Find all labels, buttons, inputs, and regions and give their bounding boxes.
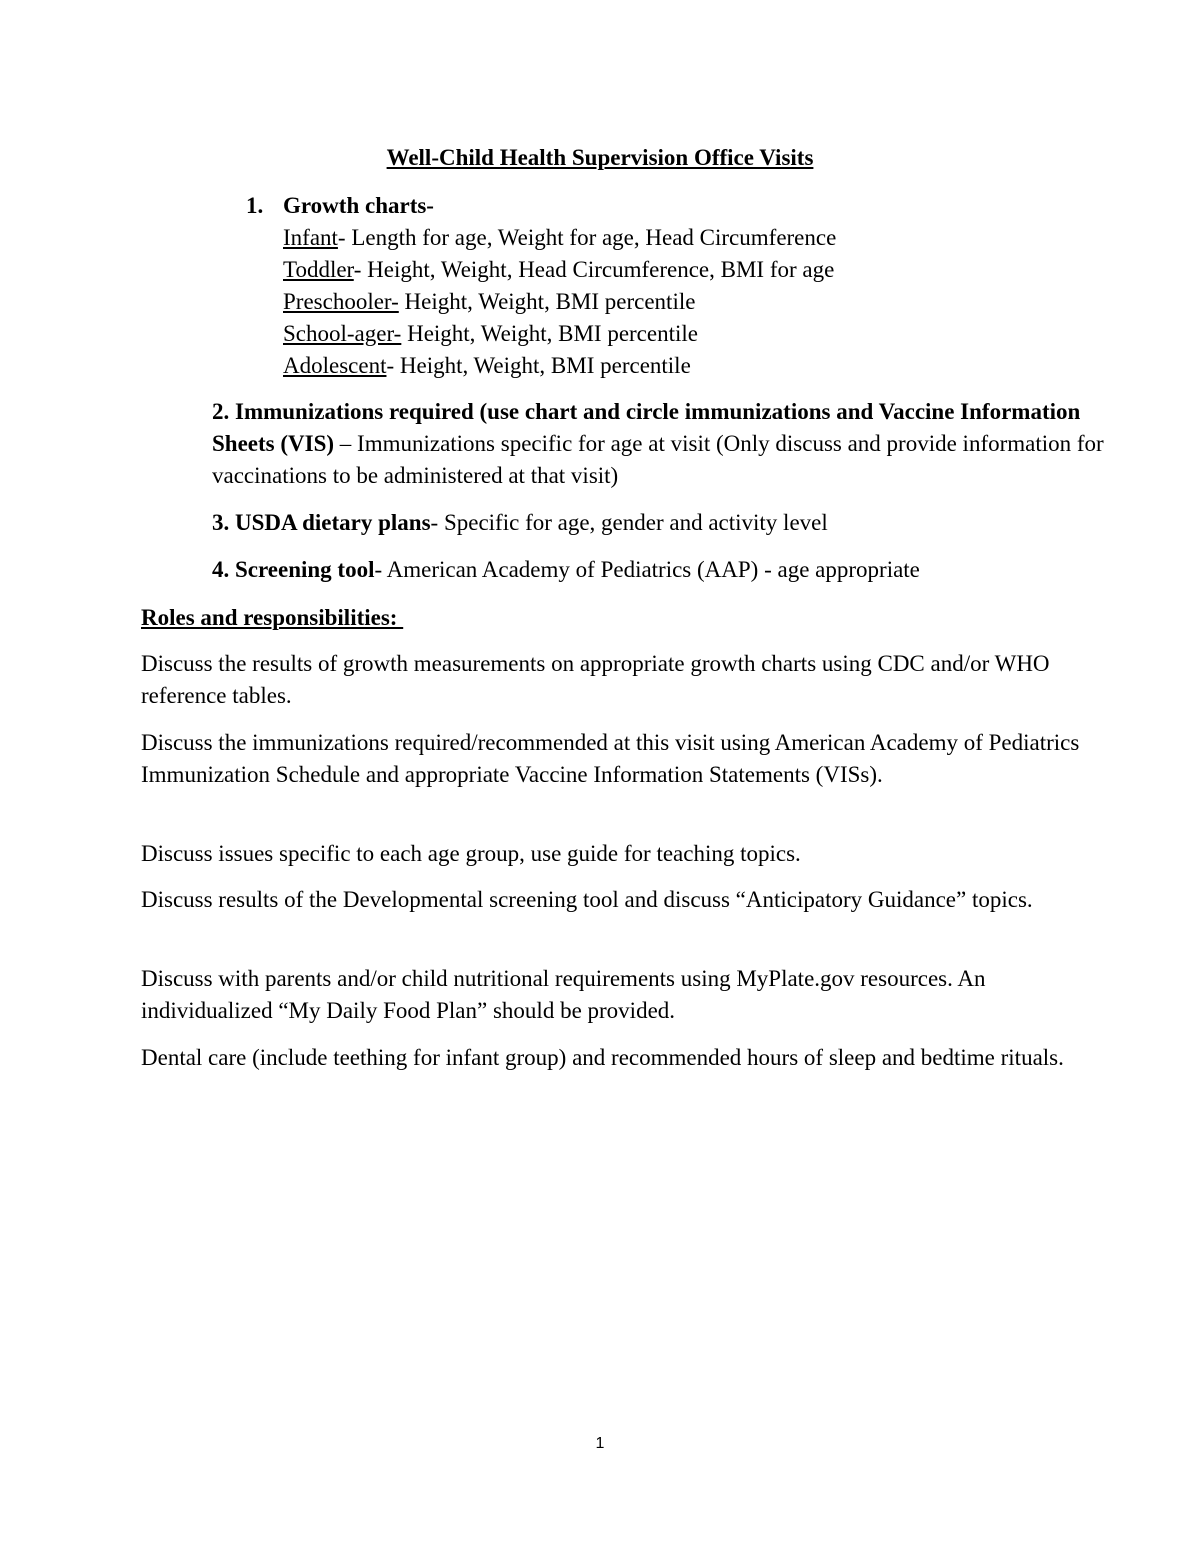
roles-paragraph: Dental care (include teething for infant group) and recommended hours of sleep and bedtime rituals. xyxy=(141,1045,1064,1070)
growth-item-label: School-ager- xyxy=(283,321,402,346)
growth-item-text: - Height, Weight, Head Circumference, BMI for age xyxy=(353,257,835,282)
roles-paragraph: Discuss results of the Developmental screening tool and discuss “Anticipatory Guidance” topics. xyxy=(141,887,1033,912)
growth-charts-heading xyxy=(246,190,1126,222)
growth-item-school-ager xyxy=(246,318,1126,350)
growth-item-text: - Height, Weight, BMI percentile xyxy=(386,353,691,378)
growth-item-adolescent xyxy=(246,350,1126,382)
growth-charts-title: Growth charts- xyxy=(283,193,434,218)
roles-paragraph: Discuss the immunizations required/recommended at this visit using American Academy of Pediatrics Immunization Schedule and appropriate Vaccine Information Statements (VISs). xyxy=(141,730,1080,787)
roles-paragraph: Discuss with parents and/or child nutritional requirements using MyPlate.gov resources. An individualized “My Daily Food Plan” should be provided. xyxy=(141,966,986,1023)
document-title: Well-Child Health Supervision Office Visits xyxy=(386,145,814,170)
roles-heading: Roles and responsibilities: xyxy=(141,605,404,630)
growth-item-toddler xyxy=(246,254,1126,286)
growth-item-text: Height, Weight, BMI percentile xyxy=(398,289,696,314)
immunizations-text: – Immunizations specific for age at visit (Only discuss and provide information for vaccinations to be administered at that visit) xyxy=(212,431,1104,488)
roles-paragraph: Discuss issues specific to each age group, use guide for teaching topics. xyxy=(141,841,801,866)
growth-charts-number: 1. xyxy=(246,193,264,218)
growth-item-text: - Length for age, Weight for age, Head Circumference xyxy=(337,225,837,250)
screening-section xyxy=(212,554,1112,586)
immunizations-heading: 2. Immunizations required (use chart and circle immunizations and Vaccine Information Sheets (VIS) xyxy=(212,399,1081,456)
growth-item-infant xyxy=(246,222,1126,254)
page-number: 1 xyxy=(595,1435,605,1452)
usda-section xyxy=(212,507,1112,539)
screening-text: - American Academy of Pediatrics (AAP) - age appropriate xyxy=(374,557,920,582)
usda-heading: 3. USDA dietary plans xyxy=(212,510,431,535)
growth-item-label: Toddler xyxy=(283,257,354,282)
usda-text: - Specific for age, gender and activity level xyxy=(430,510,828,535)
growth-item-preschooler xyxy=(246,286,1126,318)
growth-item-label: Adolescent xyxy=(283,353,387,378)
growth-item-text: Height, Weight, BMI percentile xyxy=(401,321,698,346)
roles-paragraph: Discuss the results of growth measurements on appropriate growth charts using CDC and/or WHO reference tables. xyxy=(141,651,1050,708)
screening-heading: 4. Screening tool xyxy=(212,557,375,582)
growth-item-label: Infant xyxy=(283,225,338,250)
growth-item-label: Preschooler- xyxy=(283,289,399,314)
immunizations-section xyxy=(212,396,1112,492)
growth-charts-section xyxy=(246,190,1126,382)
